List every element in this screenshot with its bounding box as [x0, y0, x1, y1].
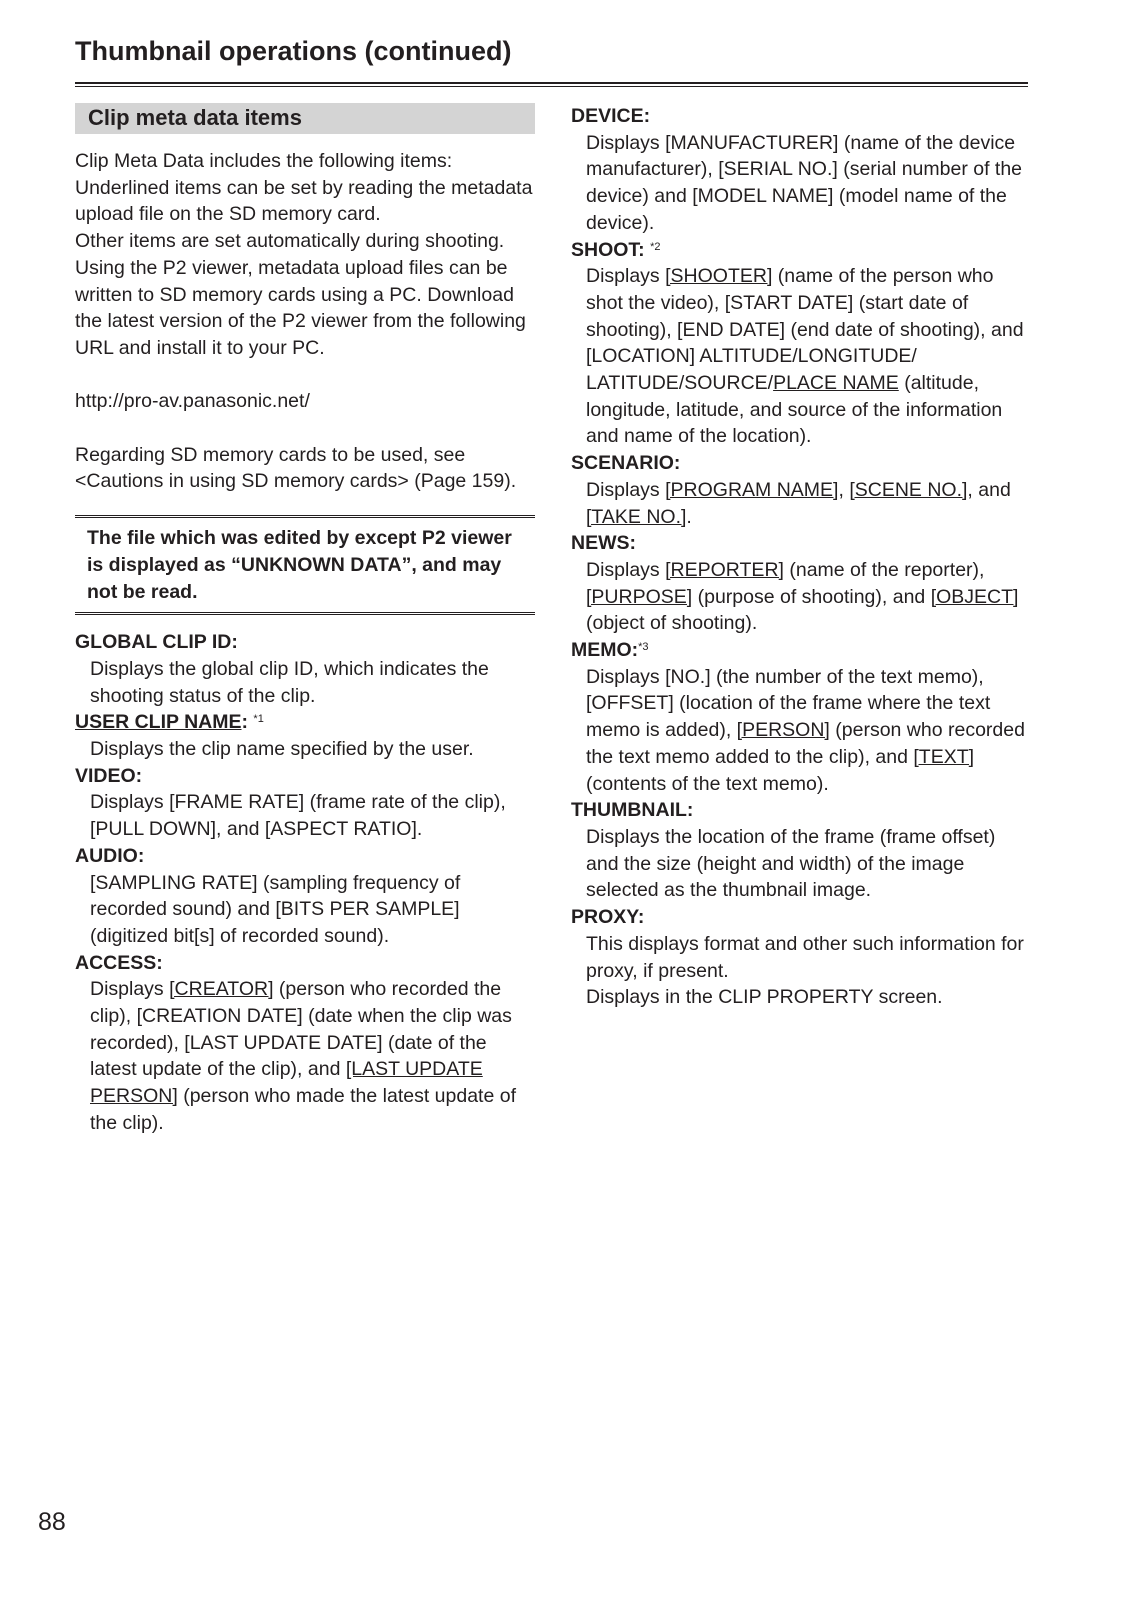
- underlined-field: [PROGRAM NAME]: [665, 478, 839, 501]
- item-description: Displays [SHOOTER] (name of the person who shot the video), [START DATE] (start date of shooting), [END DATE] (end date of shooting), and [LOCATION] ALTITUDE/LONGITUDE/ LATITUDE/SOURCE/PLACE NAME (altitude, longitude, latitude, and source of the information and name of the location).: [586, 265, 1024, 448]
- underlined-field: [CREATOR]: [169, 978, 274, 1001]
- intro-line: Clip Meta Data includes the following items:: [75, 150, 453, 172]
- item-label: NEWS:: [571, 532, 636, 555]
- boxed-note-text: The file which was edited by except P2 viewer is displayed as “UNKNOWN DATA”, and may not be read.: [87, 527, 512, 603]
- item-description: Displays in the CLIP PROPERTY screen.: [586, 986, 943, 1009]
- item-description: Displays [REPORTER] (name of the reporter), [PURPOSE] (purpose of shooting), and [OBJECT] (object of shooting).: [586, 558, 1019, 635]
- intro-line: Using the P2 viewer, metadata upload files can be written to SD memory cards using a PC. Download the latest version of the P2 viewer from the following URL and install it to your PC.: [75, 256, 526, 359]
- item-label: SHOOT: $^{*2}$: [571, 238, 661, 261]
- underlined-field: [TEXT]: [913, 745, 975, 768]
- item-description: Displays [FRAME RATE] (frame rate of the clip), [PULL DOWN], and [ASPECT RATIO].: [90, 791, 506, 841]
- item-description: Displays the clip name specified by the user.: [90, 738, 474, 761]
- underlined-field: [PERSON]: [736, 719, 830, 742]
- item-user-clip-name: [75, 709, 535, 762]
- item-label: VIDEO:: [75, 764, 143, 787]
- underlined-label: USER CLIP NAME: [75, 711, 242, 734]
- item-label: ACCESS:: [75, 951, 163, 974]
- item-global-clip-id: [75, 629, 535, 709]
- item-description: Displays the location of the frame (frame offset) and the size (height and width) of the image selected as the thumbnail image.: [586, 825, 996, 902]
- item-label: AUDIO:: [75, 844, 145, 867]
- item-label: GLOBAL CLIP ID:: [75, 631, 238, 654]
- item-thumbnail: [571, 797, 1033, 904]
- page-title: Thumbnail operations (continued): [75, 36, 512, 66]
- underlined-field: [SCENE NO.]: [849, 478, 968, 501]
- item-description: Displays [CREATOR] (person who recorded the clip), [CREATION DATE] (date when the clip was recorded), [LAST UPDATE DATE] (date of the latest update of the clip), and [LAST UPDATE PERSON] (person who made the latest update of the clip).: [90, 978, 516, 1134]
- item-label: THUMBNAIL:: [571, 799, 694, 822]
- sd-card-note: Regarding SD memory cards to be used, see <Cautions in using SD memory cards> (Page 159).: [75, 443, 517, 493]
- underlined-field: [TAKE NO.]: [586, 505, 687, 528]
- footnote-marker: *2: [650, 240, 661, 253]
- item-label: DEVICE:: [571, 105, 651, 127]
- intro-text: [75, 148, 535, 362]
- page-number: 88: [38, 1508, 66, 1536]
- intro-line: Other items are set automatically during shooting.: [75, 230, 505, 253]
- item-device: [571, 103, 1033, 237]
- underlined-field: [PURPOSE]: [586, 585, 693, 608]
- underlined-field: [SHOOTER]: [665, 265, 773, 288]
- item-proxy: [571, 904, 1033, 1011]
- footnote-marker: *1: [253, 713, 264, 726]
- item-description: Displays [MANUFACTURER] (name of the device manufacturer), [SERIAL NO.] (serial number of the device) and [MODEL NAME] (model name of the device).: [586, 131, 1023, 234]
- url-text: http://pro-av.panasonic.net/: [75, 390, 310, 413]
- item-access: [75, 950, 535, 1137]
- item-label: MEMO:$^{*3}$: [571, 639, 649, 662]
- underlined-field: [REPORTER]: [665, 558, 784, 581]
- item-description: Displays [PROGRAM NAME], [SCENE NO.], and [TAKE NO.].: [586, 478, 1011, 528]
- section-heading: Clip meta data items: [75, 103, 535, 134]
- title-rule: [75, 82, 1028, 87]
- underlined-field: [LAST UPDATE PERSON]: [90, 1058, 483, 1108]
- item-shoot: [571, 237, 1033, 451]
- item-label: PROXY:: [571, 906, 645, 929]
- boxed-note: [75, 515, 535, 615]
- item-memo: [571, 637, 1033, 797]
- footnote-marker: *3: [638, 641, 649, 654]
- underlined-field: [OBJECT]: [930, 585, 1019, 608]
- item-description: [SAMPLING RATE] (sampling frequency of recorded sound) and [BITS PER SAMPLE] (digitized bit[s] of recorded sound).: [90, 871, 461, 947]
- item-label: SCENARIO:: [571, 452, 681, 475]
- item-description: Displays the global clip ID, which indicates the shooting status of the clip.: [90, 657, 489, 707]
- left-column: [75, 103, 535, 1137]
- item-scenario: [571, 450, 1033, 530]
- item-label: USER CLIP NAME: $^{*1}$: [75, 711, 264, 734]
- item-news: [571, 530, 1033, 637]
- item-video: [75, 763, 535, 843]
- right-column: [571, 103, 1033, 1011]
- item-description: This displays format and other such information for proxy, if present.: [586, 932, 1024, 982]
- underlined-field: PLACE NAME: [773, 372, 899, 395]
- item-description: Displays [NO.] (the number of the text memo), [OFFSET] (location of the frame where the text memo is added), [PERSON] (person who recorded the text memo added to the clip), and [TEXT] (contents of the text memo).: [586, 665, 1025, 795]
- item-audio: [75, 843, 535, 950]
- intro-line: Underlined items can be set by reading the metadata upload file on the SD memory card.: [75, 176, 533, 226]
